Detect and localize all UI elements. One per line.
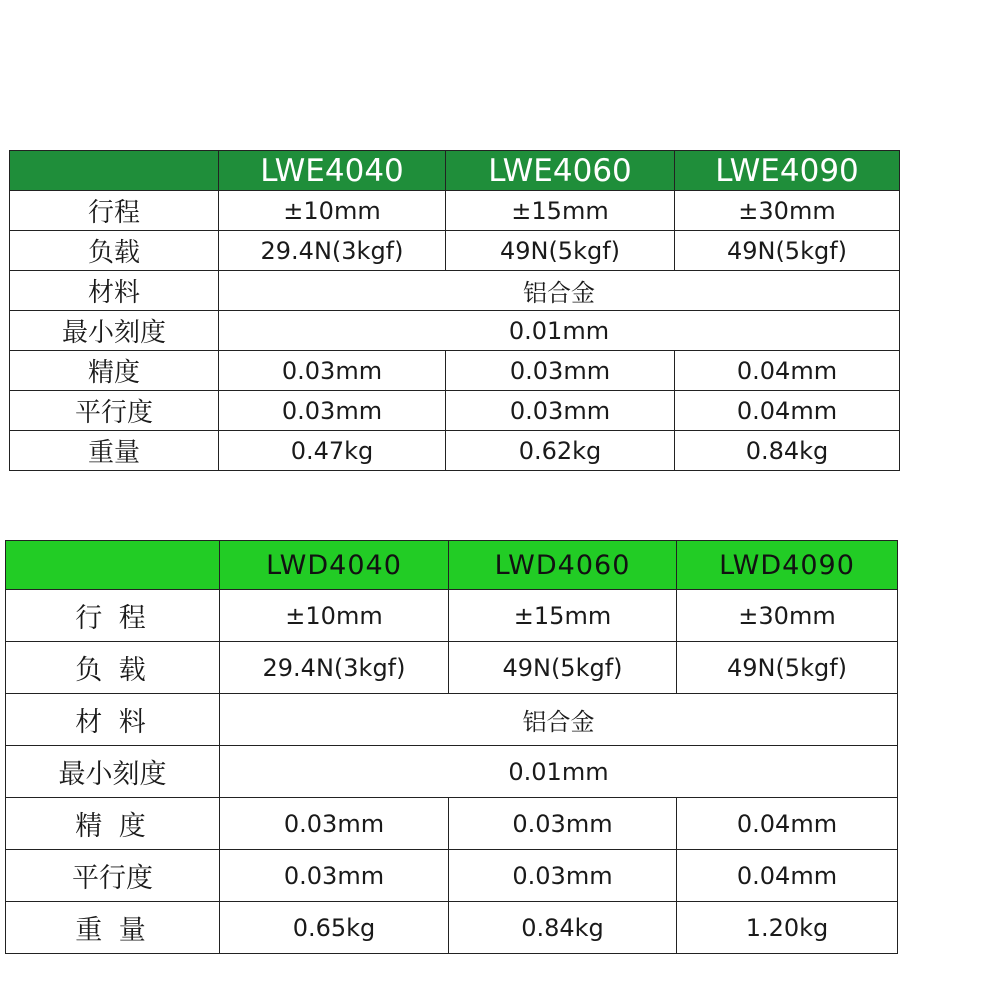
cell-value: 0.04mm bbox=[677, 798, 898, 850]
row-label-min-scale: 最小刻度 bbox=[10, 311, 219, 351]
cell-value: ±10mm bbox=[219, 191, 446, 231]
cell-value: ±30mm bbox=[677, 590, 898, 642]
cell-value: ±30mm bbox=[675, 191, 900, 231]
cell-value: 0.03mm bbox=[446, 391, 675, 431]
row-label-accuracy: 精度 bbox=[10, 351, 219, 391]
spec-table-lwd bbox=[5, 540, 898, 954]
spec-table-lwe bbox=[9, 150, 900, 471]
header-corner-cell bbox=[6, 541, 220, 590]
cell-value: 0.03mm bbox=[446, 351, 675, 391]
cell-value: 0.03mm bbox=[219, 351, 446, 391]
row-label-weight: 重量 bbox=[10, 431, 219, 471]
cell-value: 0.04mm bbox=[675, 351, 900, 391]
row-label-weight: 重 量 bbox=[6, 902, 220, 954]
cell-value: 0.03mm bbox=[449, 850, 677, 902]
cell-merged-value: 0.01mm bbox=[220, 746, 898, 798]
cell-value: 0.03mm bbox=[220, 850, 449, 902]
model-header: LWD4060 bbox=[449, 541, 677, 590]
cell-merged-value: 0.01mm bbox=[219, 311, 900, 351]
cell-merged-value: 铝合金 bbox=[219, 271, 900, 311]
model-header: LWE4090 bbox=[675, 151, 900, 191]
cell-value: ±10mm bbox=[220, 590, 449, 642]
cell-value: 0.03mm bbox=[449, 798, 677, 850]
table-header-row bbox=[6, 541, 898, 590]
model-header: LWD4040 bbox=[220, 541, 449, 590]
cell-value: 0.62kg bbox=[446, 431, 675, 471]
row-label-min-scale: 最小刻度 bbox=[6, 746, 220, 798]
cell-value: 29.4N(3kgf) bbox=[220, 642, 449, 694]
table-row bbox=[6, 746, 898, 798]
row-label-stroke: 行程 bbox=[10, 191, 219, 231]
cell-value: 0.04mm bbox=[675, 391, 900, 431]
cell-value: 49N(5kgf) bbox=[675, 231, 900, 271]
model-header: LWD4090 bbox=[677, 541, 898, 590]
cell-value: 0.03mm bbox=[219, 391, 446, 431]
cell-value: 29.4N(3kgf) bbox=[219, 231, 446, 271]
table-row bbox=[10, 391, 900, 431]
cell-value: 49N(5kgf) bbox=[446, 231, 675, 271]
table-row bbox=[10, 351, 900, 391]
cell-value: 0.84kg bbox=[675, 431, 900, 471]
row-label-material: 材 料 bbox=[6, 694, 220, 746]
row-label-parallelism: 平行度 bbox=[6, 850, 220, 902]
cell-value: ±15mm bbox=[446, 191, 675, 231]
row-label-load: 负载 bbox=[10, 231, 219, 271]
table-row bbox=[6, 850, 898, 902]
row-label-material: 材料 bbox=[10, 271, 219, 311]
cell-value: 0.84kg bbox=[449, 902, 677, 954]
table-row bbox=[10, 271, 900, 311]
model-header: LWE4040 bbox=[219, 151, 446, 191]
cell-value: 49N(5kgf) bbox=[677, 642, 898, 694]
cell-value: 49N(5kgf) bbox=[449, 642, 677, 694]
row-label-stroke: 行 程 bbox=[6, 590, 220, 642]
row-label-accuracy: 精 度 bbox=[6, 798, 220, 850]
cell-value: 0.65kg bbox=[220, 902, 449, 954]
cell-merged-value: 铝合金 bbox=[220, 694, 898, 746]
table-row bbox=[6, 902, 898, 954]
model-header: LWE4060 bbox=[446, 151, 675, 191]
cell-value: 1.20kg bbox=[677, 902, 898, 954]
table-row bbox=[10, 311, 900, 351]
table-row bbox=[10, 431, 900, 471]
cell-value: 0.03mm bbox=[220, 798, 449, 850]
cell-value: 0.04mm bbox=[677, 850, 898, 902]
table-row bbox=[10, 231, 900, 271]
table-header-row bbox=[10, 151, 900, 191]
table-row bbox=[6, 694, 898, 746]
table-row bbox=[6, 642, 898, 694]
table-row bbox=[6, 798, 898, 850]
cell-value: 0.47kg bbox=[219, 431, 446, 471]
table-row bbox=[6, 590, 898, 642]
row-label-parallelism: 平行度 bbox=[10, 391, 219, 431]
row-label-load: 负 载 bbox=[6, 642, 220, 694]
header-corner-cell bbox=[10, 151, 219, 191]
cell-value: ±15mm bbox=[449, 590, 677, 642]
table-row bbox=[10, 191, 900, 231]
